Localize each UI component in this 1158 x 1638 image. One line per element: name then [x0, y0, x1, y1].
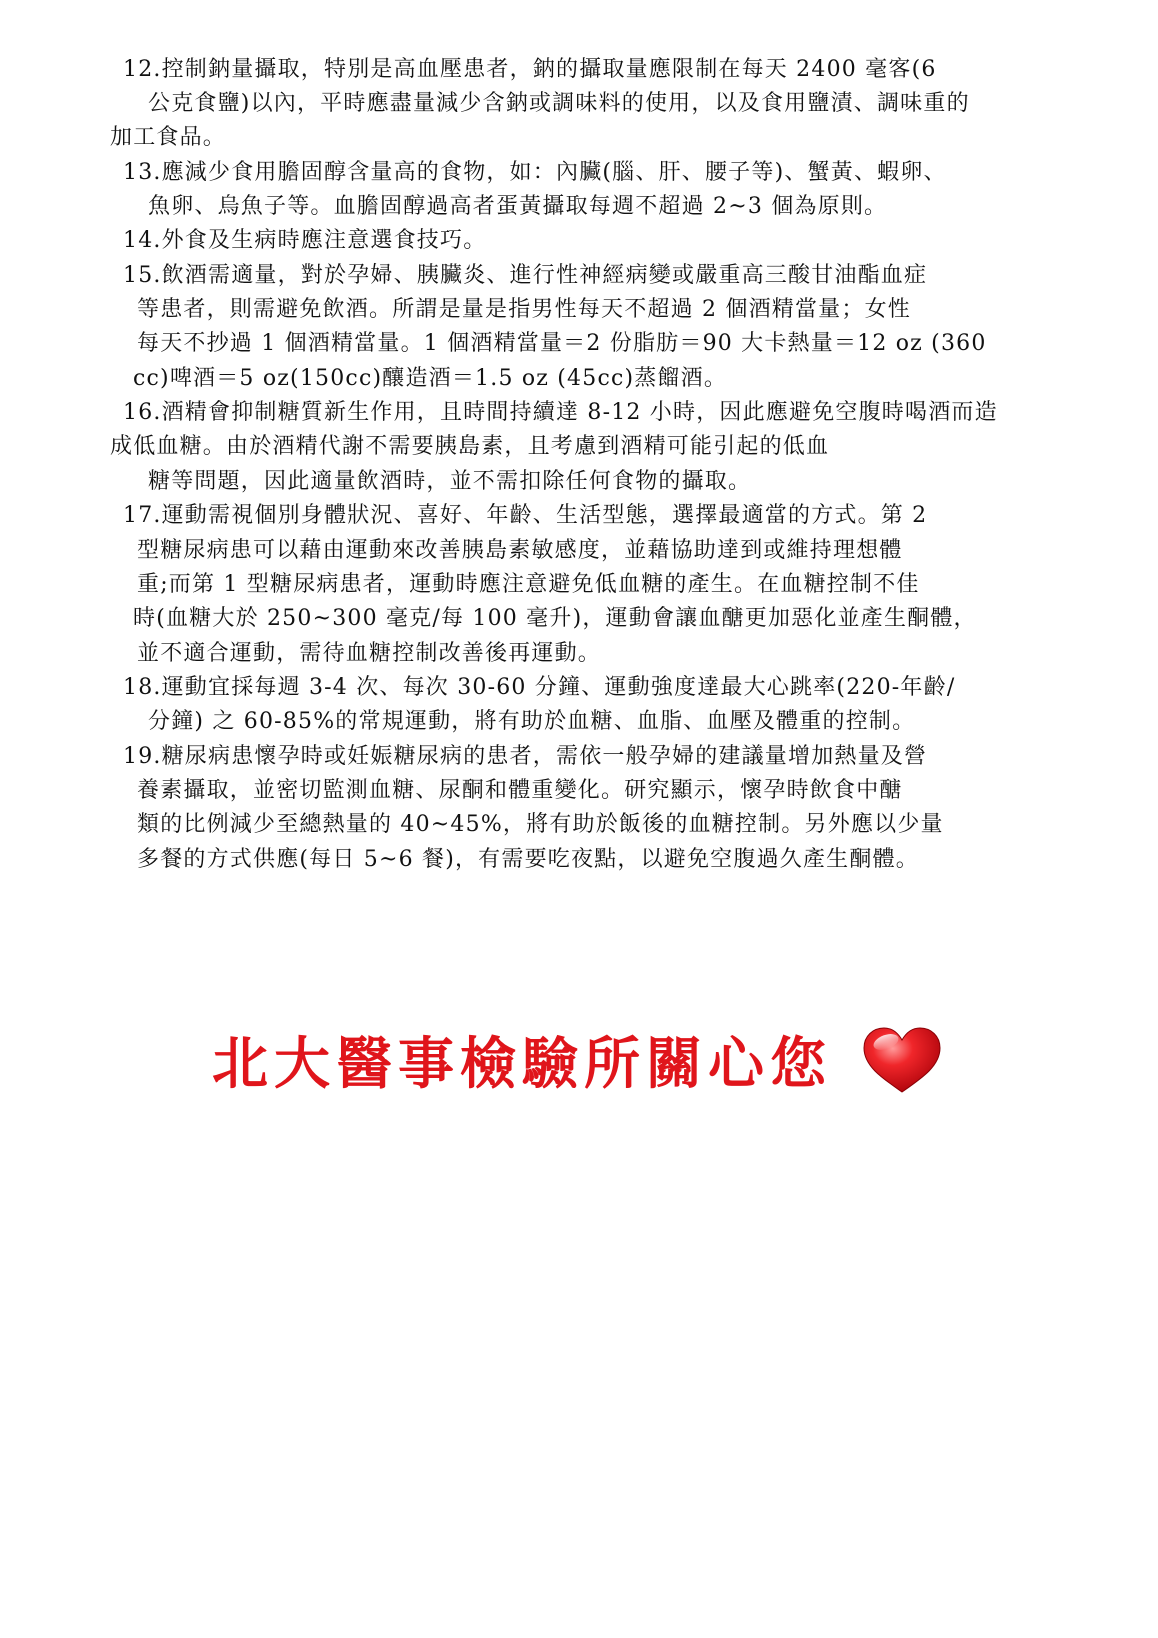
clinic-slogan: 北大醫事檢驗所關心您 [212, 1032, 832, 1097]
item-18-line-1: 18.運動宜採每週 3-4 次、每次 30-60 分鐘、運動強度達最大心跳率(220-年齡/ [123, 675, 956, 700]
item-16-line-3: 糖等問題，因此適量飲酒時，並不需扣除任何食物的攝取。 [148, 469, 752, 494]
item-18-line-2: 分鐘) 之 60-85%的常規運動，將有助於血糖、血脂、血壓及體重的控制。 [148, 709, 916, 734]
item-12-line-3: 加工食品。 [110, 125, 227, 150]
item-15-line-1: 15.飲酒需適量，對於孕婦、胰臟炎、進行性神經病變或嚴重高三酸甘油酯血症 [123, 263, 928, 288]
item-13-line-1: 13.應減少食用膽固醇含量高的食物，如：內臟(腦、肝、腰子等)、蟹黃、蝦卵、 [123, 160, 947, 185]
item-19-line-4: 多餐的方式供應(每日 5~6 餐)，有需要吃夜點，以避免空腹過久產生酮體。 [137, 847, 919, 872]
clinic-footer [212, 1025, 944, 1095]
item-17-line-4: 時(血糖大於 250~300 毫克/每 100 毫升)，運動會讓血醣更加惡化並產生酮體， [133, 606, 977, 631]
item-17-line-5: 並不適合運動，需待血糖控制改善後再運動。 [137, 641, 602, 666]
item-15-line-2: 等患者，則需避免飲酒。所謂是量是指男性每天不超過 2 個酒精當量；女性 [137, 297, 911, 322]
heart-icon [860, 1024, 944, 1096]
item-16-line-2: 成低血糖。由於酒精代謝不需要胰島素，且考慮到酒精可能引起的低血 [110, 434, 830, 459]
item-15-line-4: cc)啤酒＝5 oz(150cc)釀造酒＝1.5 oz (45cc)蒸餾酒。 [133, 366, 728, 391]
item-17-line-2: 型糖尿病患可以藉由運動來改善胰島素敏感度，並藉協助達到或維持理想體 [137, 538, 903, 563]
item-17-line-3: 重;而第 1 型糖尿病患者，運動時應注意避免低血糖的產生。在血糖控制不佳 [137, 572, 920, 597]
item-14-line-1: 14.外食及生病時應注意選食技巧。 [123, 228, 487, 253]
item-17-line-1: 17.運動需視個別身體狀況、喜好、年齡、生活型態，選擇最適當的方式。第 2 [123, 503, 928, 528]
item-12-line-2: 公克食鹽)以內，平時應盡量減少含鈉或調味料的使用，以及食用鹽漬、調味重的 [148, 91, 970, 116]
item-19-line-1: 19.糖尿病患懷孕時或妊娠糖尿病的患者，需依一般孕婦的建議量增加熱量及營 [123, 744, 928, 769]
item-13-line-2: 魚卵、烏魚子等。血膽固醇過高者蛋黃攝取每週不超過 2~3 個為原則。 [148, 194, 888, 219]
item-12-line-1: 12.控制鈉量攝取，特別是高血壓患者，鈉的攝取量應限制在每天 2400 毫客(6 [123, 57, 937, 82]
item-19-line-2: 養素攝取，並密切監測血糖、尿酮和體重變化。研究顯示，懷孕時飲食中醣 [137, 778, 903, 803]
item-16-line-1: 16.酒精會抑制糖質新生作用，且時間持續達 8-12 小時，因此應避免空腹時喝酒而造 [123, 400, 998, 425]
item-15-line-3: 每天不抄過 1 個酒精當量。1 個酒精當量＝2 份脂肪＝90 大卡熱量＝12 oz (360 [137, 331, 987, 356]
item-19-line-3: 類的比例減少至總熱量的 40~45%，將有助於飯後的血糖控制。另外應以少量 [137, 812, 944, 837]
